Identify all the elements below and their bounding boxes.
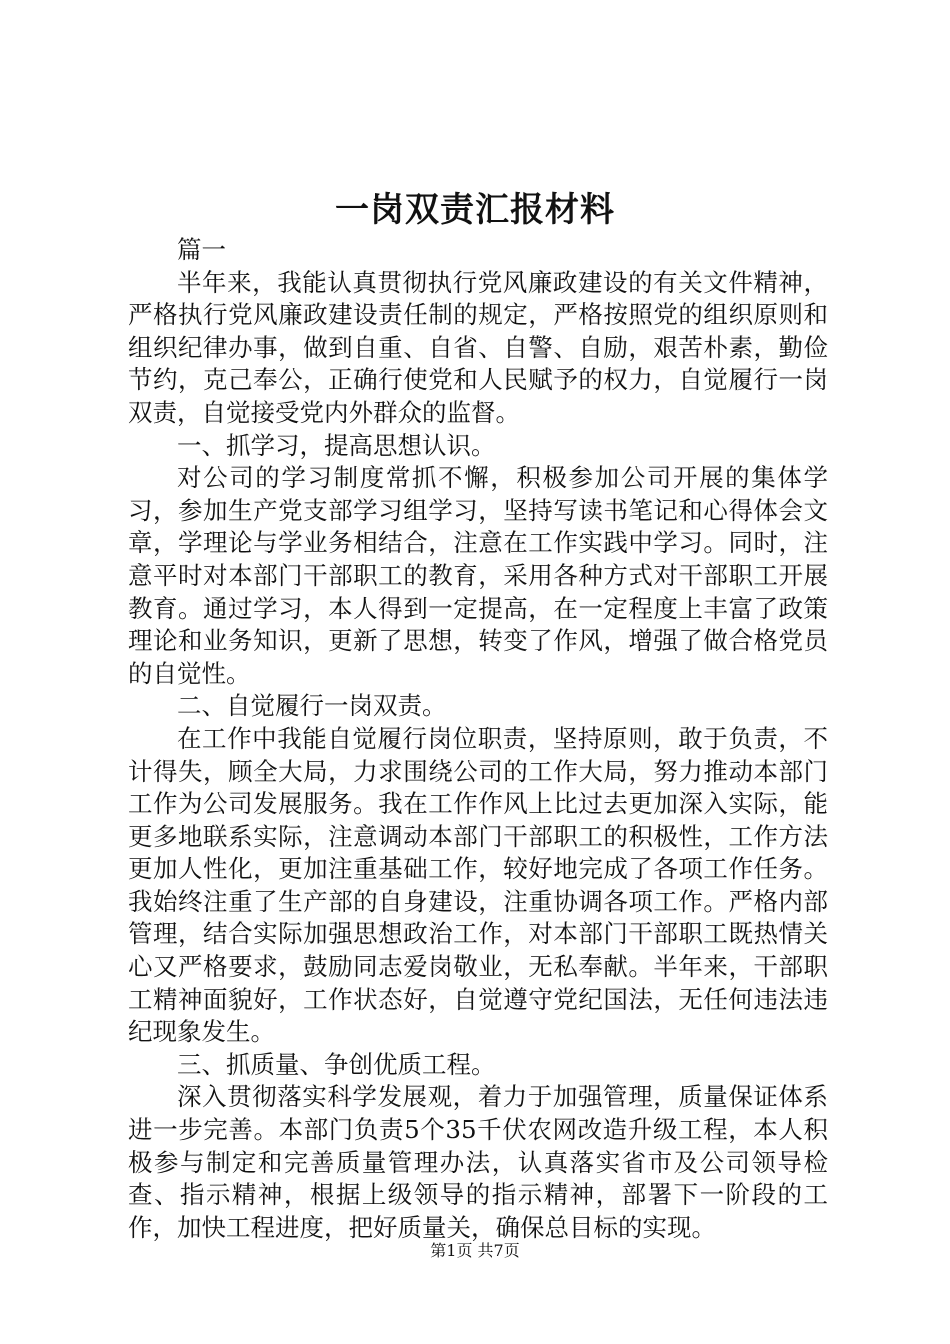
section-heading: 一、抓学习，提高思想认识。	[177, 430, 496, 460]
section-label: 篇一	[177, 235, 226, 264]
section-heading: 三、抓质量、争创优质工程。	[177, 1049, 496, 1079]
paragraph: 半年来，我能认真贯彻执行党风廉政建设的有关文件精神，严格执行党风廉政建设责任制的规定，严格按照党的组织原则和组织纪律办事，做到自重、自省、自警、自励，艰苦朴素，勤俭节约，克己奉公，正确行使党和人民赋予的权力，自觉履行一岗双责，自觉接受党内外群众的监督。	[128, 267, 828, 427]
paragraph: 在工作中我能自觉履行岗位职责，坚持原则，敢于负责，不计得失，顾全大局，力求围绕公司的工作大局，努力推动本部门工作为公司发展服务。我在工作作风上比过去更加深入实际，能更多地联系实际，注意调动本部门干部职工的积极性，工作方法更加人性化，更加注重基础工作，较好地完成了各项工作任务。我始终注重了生产部的自身建设，注重协调各项工作。严格内部管理，结合实际加强思想政治工作，对本部门干部职工既热情关心又严格要求，鼓励同志爱岗敬业，无私奉献。半年来，干部职工精神面貌好，工作状态好，自觉遵守党纪国法，无任何违法违纪现象发生。	[128, 723, 828, 1047]
section-heading: 二、自觉履行一岗双责。	[177, 691, 447, 721]
document-title: 一岗双责汇报材料	[335, 190, 615, 230]
document-body	[128, 234, 828, 1244]
page-footer: 第1页 共7页	[430, 1241, 520, 1260]
paragraph: 深入贯彻落实科学发展观，着力于加强管理，质量保证体系进一步完善。本部门负责5个35千伏农网改造升级工程，本人积极参与制定和完善质量管理办法，认真落实省市及公司领导检查、指示精神，根据上级领导的指示精神，部署下一阶段的工作，加快工程进度，把好质量关，确保总目标的实现。	[128, 1082, 828, 1242]
paragraph: 对公司的学习制度常抓不懈，积极参加公司开展的集体学习，参加生产党支部学习组学习，坚持写读书笔记和心得体会文章，学理论与学业务相结合，注意在工作实践中学习。同时，注意平时对本部门干部职工的教育，采用各种方式对干部职工开展教育。通过学习，本人得到一定提高，在一定程度上丰富了政策理论和业务知识，更新了思想，转变了作风，增强了做合格党员的自觉性。	[128, 463, 828, 688]
